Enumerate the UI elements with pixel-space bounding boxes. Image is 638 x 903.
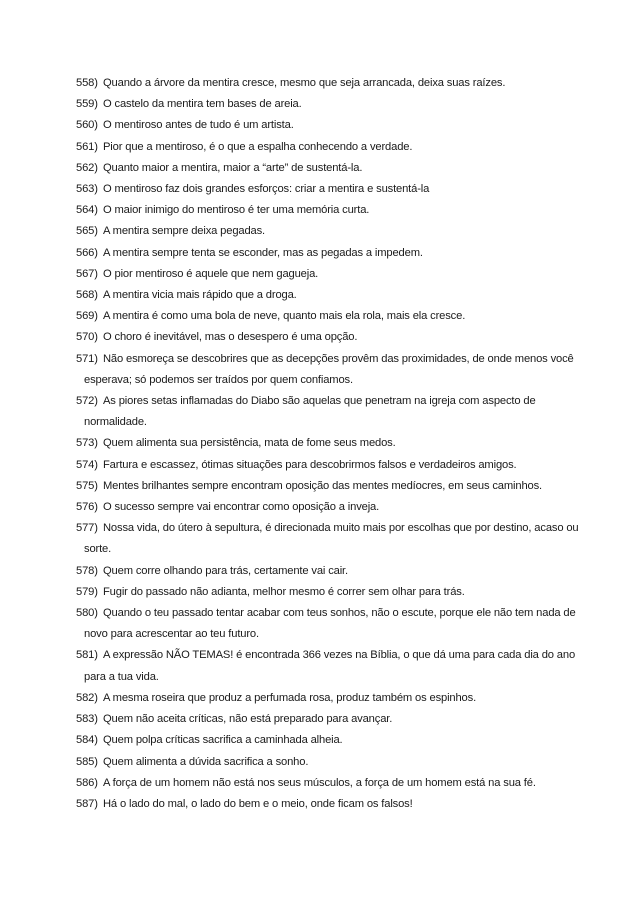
list-item (76, 433, 576, 454)
list-item (76, 730, 576, 751)
item-text: Quem corre olhando para trás, certamente vai cair. (103, 564, 348, 577)
list-item (76, 582, 576, 603)
item-text: O castelo da mentira tem bases de areia. (103, 98, 302, 111)
item-number: 579) (76, 585, 98, 598)
item-text: A mesma roseira que produz a perfumada rosa, produz também os espinhos. (103, 691, 477, 704)
item-text: O maior inimigo do mentiroso é ter uma memória curta. (103, 204, 370, 217)
item-text: As piores setas inflamadas do Diabo são aquelas que penetram na igreja com aspecto de (103, 395, 536, 408)
item-text: Nossa vida, do útero à sepultura, é direcionada muito mais por escolhas que por destino, acaso ou (103, 522, 579, 535)
item-text: A mentira é como uma bola de neve, quanto mais ela rola, mais ela cresce. (103, 310, 466, 323)
item-number: 562) (76, 161, 98, 174)
quote-list (76, 73, 579, 815)
item-number: 572) (76, 395, 98, 408)
item-number: 563) (76, 183, 98, 196)
list-item (76, 752, 576, 773)
list-item (76, 561, 576, 582)
list-item (76, 349, 576, 391)
list-item (76, 264, 576, 285)
list-item (76, 179, 576, 200)
item-text: A força de um homem não está nos seus músculos, a força de um homem está na sua fé. (103, 776, 536, 789)
list-item (76, 306, 576, 327)
item-text: O mentiroso faz dois grandes esforços: criar a mentira e sustentá-la (103, 183, 430, 196)
item-number: 584) (76, 734, 98, 747)
list-item (76, 115, 576, 136)
list-item (76, 221, 576, 242)
item-number: 558) (76, 77, 98, 89)
item-text: Fartura e escassez, ótimas situações para descobrirmos falsos e verdadeiros amigos. (103, 458, 517, 471)
item-number: 573) (76, 437, 98, 450)
item-number: 567) (76, 267, 98, 280)
item-number: 582) (76, 691, 98, 704)
list-item (76, 200, 576, 221)
item-number: 575) (76, 479, 98, 492)
list-item (76, 285, 576, 306)
item-number: 581) (76, 649, 98, 662)
item-text: O pior mentiroso é aquele que nem gagueja. (103, 267, 319, 280)
item-number: 587) (76, 797, 98, 810)
list-item (76, 497, 576, 518)
item-number: 571) (76, 352, 98, 365)
list-item (76, 476, 576, 497)
item-text: Quando a árvore da mentira cresce, mesmo que seja arrancada, deixa suas raízes. (103, 77, 506, 89)
item-text: Mentes brilhantes sempre encontram oposição das mentes medíocres, em seus caminhos. (103, 479, 542, 492)
item-number: 569) (76, 310, 98, 323)
item-number: 560) (76, 119, 98, 132)
list-item (76, 518, 579, 560)
list-item (76, 794, 576, 815)
item-number: 566) (76, 246, 98, 259)
list-item (76, 243, 576, 264)
item-text: O choro é inevitável, mas o desespero é uma opção. (103, 331, 358, 344)
list-item (76, 773, 576, 794)
item-text: A mentira sempre tenta se esconder, mas as pegadas a impedem. (103, 246, 423, 259)
list-item (76, 158, 576, 179)
list-item (76, 94, 576, 115)
item-text: Quem alimenta a dúvida sacrifica a sonho. (103, 755, 309, 768)
item-text-continuation: esperava; só podemos ser traídos por quem confiamos. (84, 373, 353, 386)
item-text: Quem não aceita críticas, não está preparado para avançar. (103, 713, 393, 726)
item-text-continuation: para a tua vida. (84, 670, 159, 683)
list-item (76, 137, 576, 158)
item-number: 574) (76, 458, 98, 471)
list-item (76, 645, 576, 687)
item-text-continuation: sorte. (84, 543, 112, 556)
item-text-continuation: novo para acrescentar ao teu futuro. (84, 628, 259, 641)
item-number: 561) (76, 140, 98, 153)
item-number: 576) (76, 501, 98, 514)
item-number: 578) (76, 564, 98, 577)
item-number: 570) (76, 331, 98, 344)
item-number: 583) (76, 713, 98, 726)
item-number: 585) (76, 755, 98, 768)
item-text: Quando o teu passado tentar acabar com teus sonhos, não o escute, porque ele não tem nada de (103, 607, 576, 620)
list-item (76, 688, 576, 709)
item-text: A expressão NÃO TEMAS! é encontrada 366 vezes na Bíblia, o que dá uma para cada dia do ano (103, 649, 576, 662)
list-item (76, 391, 576, 433)
list-item (76, 709, 576, 730)
item-text-continuation: normalidade. (84, 416, 147, 429)
list-item (76, 73, 576, 94)
item-text: A mentira vicia mais rápido que a droga. (103, 289, 297, 302)
list-item (76, 603, 576, 645)
item-number: 580) (76, 607, 98, 620)
item-text: Fugir do passado não adianta, melhor mesmo é correr sem olhar para trás. (103, 585, 465, 598)
item-number: 568) (76, 289, 98, 302)
item-number: 559) (76, 98, 98, 111)
item-text: Há o lado do mal, o lado do bem e o meio, onde ficam os falsos! (103, 797, 413, 810)
item-number: 564) (76, 204, 98, 217)
item-number: 586) (76, 776, 98, 789)
item-text: Quem alimenta sua persistência, mata de fome seus medos. (103, 437, 396, 450)
list-item (76, 455, 576, 476)
item-text: A mentira sempre deixa pegadas. (103, 225, 266, 238)
item-text: O sucesso sempre vai encontrar como oposição a inveja. (103, 501, 380, 514)
item-text: Quanto maior a mentira, maior a “arte” de sustentá-la. (103, 161, 363, 174)
item-number: 565) (76, 225, 98, 238)
list-item (76, 327, 576, 348)
item-text: Quem polpa críticas sacrifica a caminhada alheia. (103, 734, 343, 747)
item-number: 577) (76, 522, 98, 535)
item-text: Pior que a mentiroso, é o que a espalha conhecendo a verdade. (103, 140, 413, 153)
item-text: O mentiroso antes de tudo é um artista. (103, 119, 294, 132)
item-text: Não esmoreça se descobrires que as decepções provêm das proximidades, de onde menos você (103, 352, 574, 365)
